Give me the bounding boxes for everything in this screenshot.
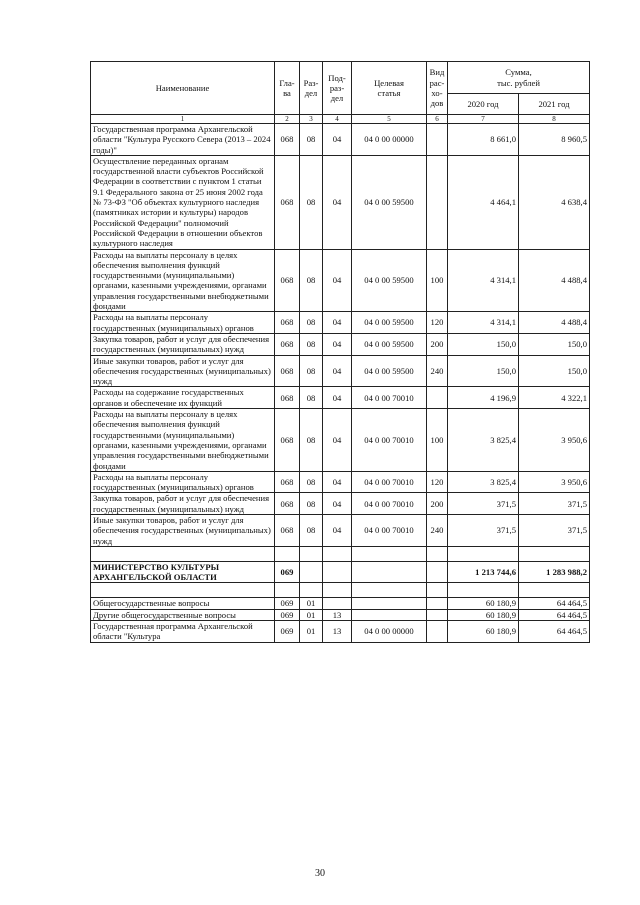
cell-expense-type [427,124,448,156]
cell-sum-2021: 3 950,6 [519,409,590,472]
cell-razdel: 08 [300,355,323,387]
cell-sum-2020: 150,0 [448,333,519,355]
cell-podrazdel: 04 [323,124,352,156]
header-sum: Сумма, тыс. рублей [448,62,590,94]
cell-target-article [352,546,427,561]
cell-glava: 068 [275,471,300,493]
cell-expense-type: 100 [427,409,448,472]
cell-target-article: 04 0 00 59500 [352,155,427,249]
cell-glava: 068 [275,409,300,472]
cell-name: Расходы на выплаты персоналу в целях обеспечения выполнения функций государственными (муниципальными) органами, казенными учреждениями, органами управления государственными внебюджетными фондами [91,409,275,472]
cell-name: Государственная программа Архангельской области "Культура [91,621,275,643]
cell-target-article: 04 0 00 59500 [352,333,427,355]
table-row [91,598,590,609]
cell-razdel: 01 [300,598,323,609]
cell-sum-2021: 64 464,5 [519,598,590,609]
cell-glava: 068 [275,155,300,249]
column-number: 7 [448,115,519,124]
cell-name: Расходы на выплаты персоналу государственных (муниципальных) органов [91,312,275,334]
cell-glava: 068 [275,514,300,546]
cell-glava [275,583,300,598]
cell-target-article [352,583,427,598]
cell-name [91,546,275,561]
cell-razdel: 08 [300,493,323,515]
cell-sum-2020: 60 180,9 [448,598,519,609]
cell-podrazdel: 04 [323,514,352,546]
header-target-article: Целевая статья [352,62,427,115]
cell-sum-2020: 371,5 [448,514,519,546]
cell-sum-2020: 4 314,1 [448,312,519,334]
cell-sum-2021: 1 283 988,2 [519,561,590,583]
column-number: 4 [323,115,352,124]
cell-name: Иные закупки товаров, работ и услуг для обеспечения государственных (муниципальных) нужд [91,514,275,546]
cell-razdel [300,583,323,598]
cell-podrazdel: 13 [323,609,352,620]
cell-sum-2020: 1 213 744,6 [448,561,519,583]
cell-expense-type [427,561,448,583]
cell-name: Общегосударственные вопросы [91,598,275,609]
cell-target-article: 04 0 00 59500 [352,249,427,312]
column-number: 2 [275,115,300,124]
cell-podrazdel: 04 [323,471,352,493]
page-number: 30 [315,868,325,879]
cell-name: Закупка товаров, работ и услуг для обеспечения государственных (муниципальных) нужд [91,333,275,355]
cell-razdel: 01 [300,621,323,643]
cell-sum-2020 [448,583,519,598]
cell-podrazdel: 04 [323,333,352,355]
cell-sum-2020: 371,5 [448,493,519,515]
cell-glava: 069 [275,609,300,620]
cell-expense-type: 120 [427,471,448,493]
table-row [91,609,590,620]
cell-name: Иные закупки товаров, работ и услуг для обеспечения государственных (муниципальных) нужд [91,355,275,387]
table-row [91,155,590,249]
cell-razdel: 08 [300,387,323,409]
cell-podrazdel [323,546,352,561]
cell-expense-type [427,387,448,409]
cell-podrazdel [323,598,352,609]
header-year-2021: 2021 год [519,94,590,115]
cell-glava: 068 [275,249,300,312]
cell-razdel: 01 [300,609,323,620]
cell-razdel: 08 [300,249,323,312]
cell-target-article [352,561,427,583]
cell-name: Осуществление переданных органам государственной власти субъектов Российской Федерации в соответствии с пунктом 1 статьи 9.1 Федерального закона от 25 июня 2002 года № 73-ФЗ "Об объектах культурного наследия (памятниках истории и культуры) народов Российской Федерации" полномочий Российской Федерации в отношении объектов культурного наследия [91,155,275,249]
column-number-row [91,115,590,124]
cell-podrazdel [323,561,352,583]
cell-sum-2021: 4 488,4 [519,312,590,334]
cell-target-article: 04 0 00 70010 [352,409,427,472]
cell-sum-2021: 371,5 [519,514,590,546]
table-row [91,514,590,546]
cell-target-article: 04 0 00 70010 [352,471,427,493]
cell-expense-type: 240 [427,514,448,546]
cell-target-article [352,598,427,609]
table-row [91,621,590,643]
table-row [91,124,590,156]
table-body [91,124,590,643]
cell-sum-2021: 4 322,1 [519,387,590,409]
table-row [91,355,590,387]
cell-glava: 068 [275,312,300,334]
cell-podrazdel: 13 [323,621,352,643]
cell-name: Расходы на выплаты персоналу государственных (муниципальных) органов [91,471,275,493]
cell-sum-2021 [519,583,590,598]
cell-sum-2021: 8 960,5 [519,124,590,156]
table-row [91,312,590,334]
cell-sum-2020: 60 180,9 [448,621,519,643]
cell-sum-2021: 3 950,6 [519,471,590,493]
cell-target-article: 04 0 00 00000 [352,124,427,156]
header-expense-type: Вид рас- хо- дов [427,62,448,115]
table-row [91,471,590,493]
cell-target-article: 04 0 00 59500 [352,312,427,334]
cell-name: МИНИСТЕРСТВО КУЛЬТУРЫ АРХАНГЕЛЬСКОЙ ОБЛАСТИ [91,561,275,583]
cell-target-article: 04 0 00 70010 [352,493,427,515]
cell-razdel: 08 [300,514,323,546]
cell-sum-2020: 8 661,0 [448,124,519,156]
cell-name [91,583,275,598]
cell-glava: 069 [275,561,300,583]
cell-expense-type [427,609,448,620]
cell-glava [275,546,300,561]
cell-sum-2020 [448,546,519,561]
cell-sum-2021: 4 488,4 [519,249,590,312]
cell-podrazdel [323,583,352,598]
budget-table-container [90,61,589,643]
cell-name: Государственная программа Архангельской области "Культура Русского Севера (2013 – 2024 годы)" [91,124,275,156]
spacer-row [91,583,590,598]
cell-razdel: 08 [300,312,323,334]
cell-expense-type [427,155,448,249]
column-number: 6 [427,115,448,124]
spacer-row [91,546,590,561]
cell-expense-type: 100 [427,249,448,312]
cell-expense-type: 200 [427,333,448,355]
cell-glava: 068 [275,387,300,409]
cell-name: Другие общегосударственные вопросы [91,609,275,620]
cell-sum-2020: 4 464,1 [448,155,519,249]
cell-sum-2020: 60 180,9 [448,609,519,620]
cell-sum-2021: 150,0 [519,355,590,387]
cell-glava: 068 [275,355,300,387]
cell-expense-type [427,621,448,643]
column-number: 5 [352,115,427,124]
cell-razdel [300,546,323,561]
budget-table [90,61,590,643]
table-row [91,387,590,409]
cell-podrazdel: 04 [323,409,352,472]
cell-expense-type: 200 [427,493,448,515]
cell-sum-2020: 3 825,4 [448,471,519,493]
cell-target-article: 04 0 00 70010 [352,514,427,546]
header-razdel: Раз- дел [300,62,323,115]
cell-podrazdel: 04 [323,249,352,312]
cell-sum-2021: 150,0 [519,333,590,355]
cell-expense-type: 240 [427,355,448,387]
table-row [91,409,590,472]
cell-expense-type [427,598,448,609]
cell-sum-2020: 3 825,4 [448,409,519,472]
column-number: 3 [300,115,323,124]
cell-sum-2021 [519,546,590,561]
cell-razdel: 08 [300,471,323,493]
cell-razdel: 08 [300,124,323,156]
table-row [91,249,590,312]
cell-glava: 068 [275,493,300,515]
column-number: 8 [519,115,590,124]
header-glava: Гла- ва [275,62,300,115]
cell-target-article: 04 0 00 59500 [352,355,427,387]
cell-sum-2021: 4 638,4 [519,155,590,249]
cell-podrazdel: 04 [323,493,352,515]
cell-razdel: 08 [300,155,323,249]
table-row [91,333,590,355]
cell-sum-2020: 4 314,1 [448,249,519,312]
cell-sum-2021: 64 464,5 [519,609,590,620]
cell-target-article: 04 0 00 00000 [352,621,427,643]
cell-name: Закупка товаров, работ и услуг для обеспечения государственных (муниципальных) нужд [91,493,275,515]
cell-target-article [352,609,427,620]
cell-glava: 069 [275,621,300,643]
cell-sum-2020: 150,0 [448,355,519,387]
header-name: Наименование [91,62,275,115]
cell-razdel: 08 [300,333,323,355]
cell-expense-type [427,546,448,561]
cell-razdel [300,561,323,583]
table-row [91,493,590,515]
cell-podrazdel: 04 [323,387,352,409]
cell-sum-2021: 371,5 [519,493,590,515]
cell-expense-type [427,583,448,598]
cell-sum-2021: 64 464,5 [519,621,590,643]
cell-name: Расходы на выплаты персоналу в целях обеспечения выполнения функций государственными (муниципальными) органами, казенными учреждениями, органами управления государственными внебюджетными фондами [91,249,275,312]
table-row [91,561,590,583]
cell-podrazdel: 04 [323,355,352,387]
cell-glava: 068 [275,333,300,355]
cell-razdel: 08 [300,409,323,472]
cell-target-article: 04 0 00 70010 [352,387,427,409]
header-year-2020: 2020 год [448,94,519,115]
cell-podrazdel: 04 [323,312,352,334]
cell-glava: 068 [275,124,300,156]
cell-name: Расходы на содержание государственных органов и обеспечение их функций [91,387,275,409]
cell-sum-2020: 4 196,9 [448,387,519,409]
cell-expense-type: 120 [427,312,448,334]
header-podrazdel: Под- раз- дел [323,62,352,115]
cell-glava: 069 [275,598,300,609]
cell-podrazdel: 04 [323,155,352,249]
column-number: 1 [91,115,275,124]
